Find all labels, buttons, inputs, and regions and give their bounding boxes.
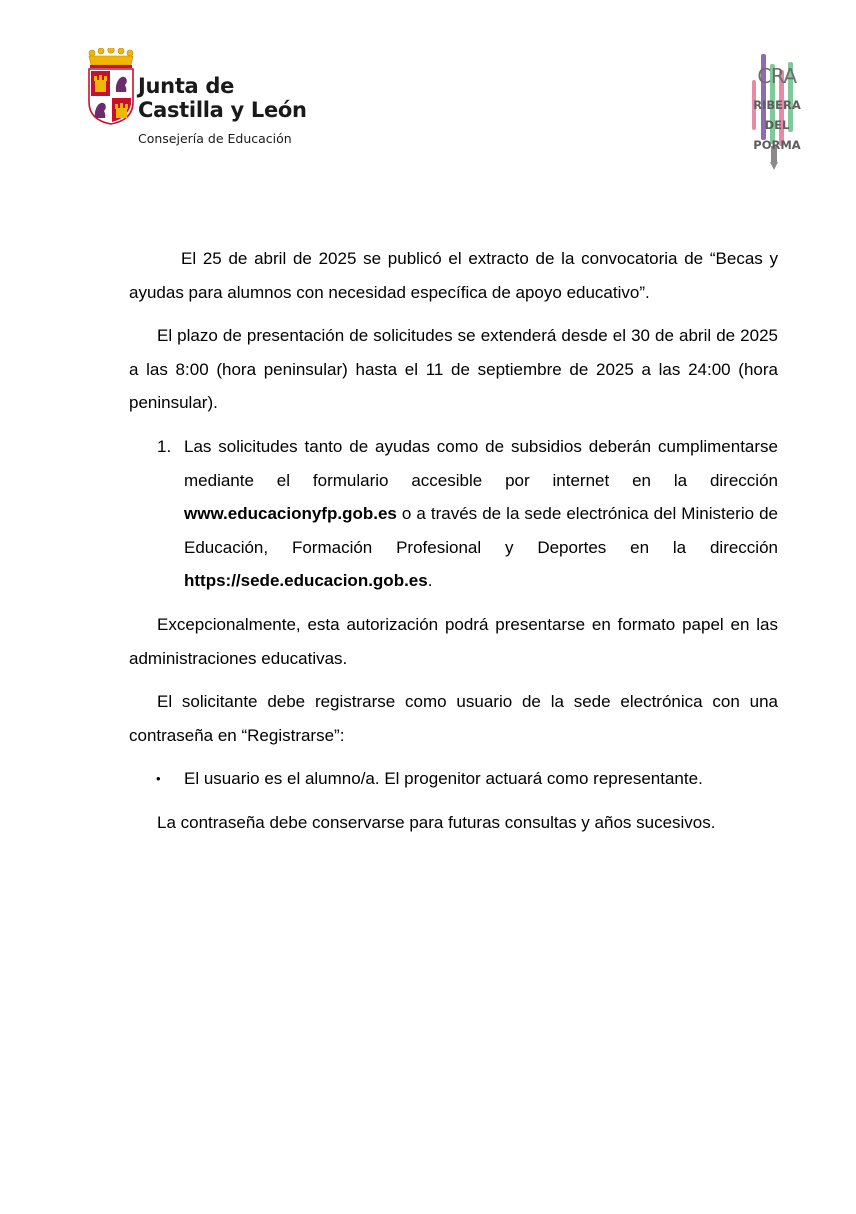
link-sede-educacion[interactable]: https://sede.educacion.gob.es (184, 571, 428, 591)
cra-word-porma: PORMA (753, 138, 801, 152)
list-item-submission (129, 430, 778, 598)
paragraph-password: La contraseña debe conservarse para futuras consultas y años sucesivos. (157, 812, 716, 832)
jcyl-department: Consejería de Educación (138, 131, 292, 146)
paragraph-paper-format: Excepcionalmente, esta autorización podrá presentarse en formato papel en las administraciones educativas. (129, 614, 778, 668)
jcyl-name-line2: Castilla y León (138, 98, 307, 122)
cra-word-del: DEL (764, 118, 790, 132)
cra-word-ribera: RIBERA (753, 98, 801, 112)
jcyl-name-line1: Junta de (138, 74, 235, 98)
link-educacionyfp[interactable]: www.educacionyfp.gob.es (184, 504, 397, 524)
paragraph-publication: El 25 de abril de 2025 se publicó el extracto de la convocatoria de “Becas y ayudas para alumnos con necesidad específica de apoyo educativo”. (129, 249, 778, 302)
cra-logo (744, 50, 810, 174)
bullet-marker: • (156, 771, 161, 787)
bullet-item-text: El usuario es el alumno/a. El progenitor actuará como representante. (184, 769, 703, 789)
jcyl-name (138, 74, 307, 122)
list-item-text-a: Las solicitudes tanto de ayudas como de subsidios deberán cumplimentarse mediante el formulario accesible por internet en la dirección (184, 436, 778, 490)
list-item-text-c: . (427, 571, 433, 591)
cra-acronym: CRA (757, 64, 797, 88)
document-body (129, 242, 778, 850)
jcyl-logo (86, 48, 326, 158)
list-item-text-b: o a través de la sede electrónica del Ministerio de Educación, Formación Profesional y Deportes en la dirección (184, 504, 778, 557)
jcyl-coat-of-arms-icon (86, 48, 136, 126)
paragraph-deadline: El plazo de presentación de solicitudes se extenderá desde el 30 de abril de 2025 a las 8:00 (hora peninsular) hasta el 11 de septiembre de 2025 a las 24:00 (hora peninsular). (129, 326, 778, 413)
list-number: 1. (157, 436, 172, 456)
paragraph-registration: El solicitante debe registrarse como usuario de la sede electrónica con una contraseña en “Registrarse”: (129, 692, 778, 745)
bullet-item-user (129, 762, 778, 796)
